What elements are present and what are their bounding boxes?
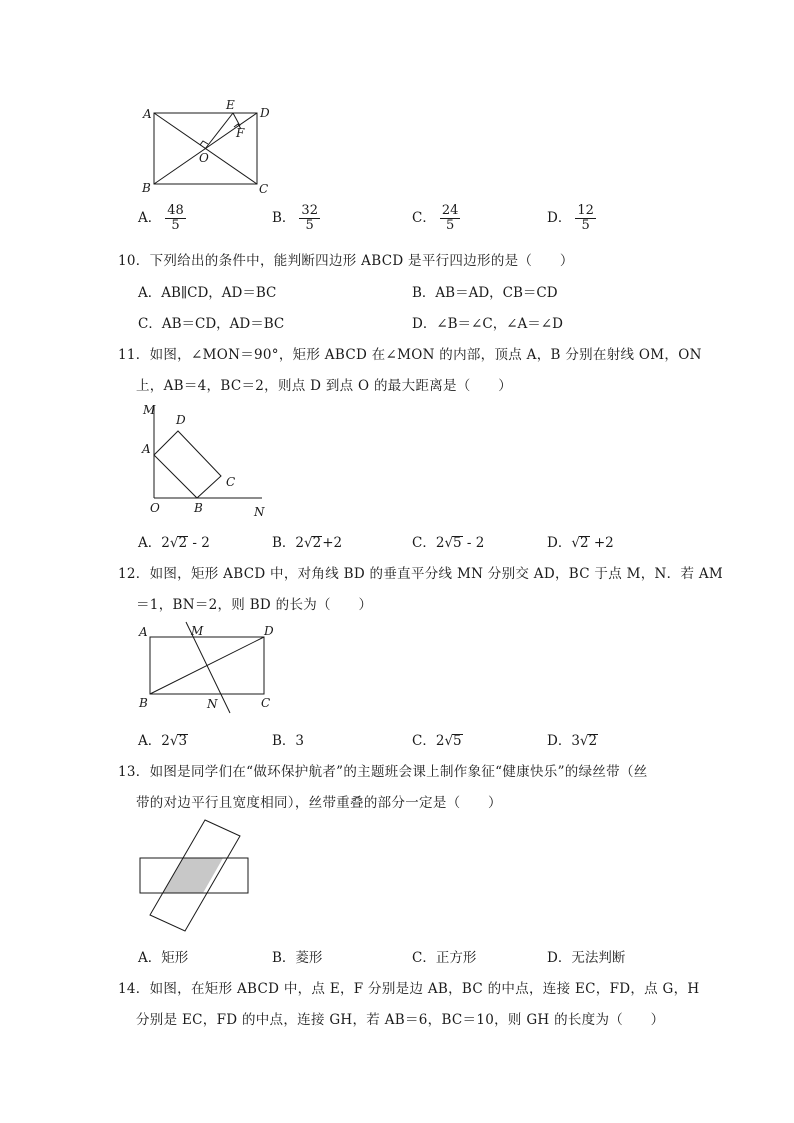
q11-label-d: D [176, 413, 186, 427]
q12-option-c: C．2√5 [412, 733, 462, 749]
q11-label-c: C [226, 475, 236, 489]
q12-label-b: B [139, 696, 148, 710]
q10-option-b: B．AB＝AD，CB＝CD [412, 285, 558, 301]
q12-stem-line2: ＝1，BN＝2，则 BD 的长为（ ） [136, 597, 373, 613]
q9-label-e: E [226, 98, 235, 112]
q13-option-a: A．矩形 [138, 950, 189, 966]
q9-label-c: C [259, 182, 269, 196]
q11-option-a: A．2√2 - 2 [138, 535, 210, 551]
q9-label-b: B [142, 181, 151, 195]
q12-option-d: D．3√2 [547, 733, 598, 749]
q9-label-d: D [260, 106, 270, 120]
q11-label-b: B [194, 501, 203, 515]
q11-label-o: O [150, 501, 160, 515]
q11-label-n: N [254, 505, 265, 519]
q10-option-a: A．AB∥CD，AD＝BC [138, 285, 277, 301]
q12-label-m: M [191, 624, 204, 638]
q12-stem-line1: 12．如图，矩形 ABCD 中，对角线 BD 的垂直平分线 MN 分别交 AD，BC 于点 M，N．若 AM [118, 566, 724, 582]
q9-label-a: A [143, 107, 152, 121]
q14-stem-line2: 分别是 EC，FD 的中点，连接 GH，若 AB＝6，BC＝10，则 GH 的长度为（ ） [136, 1012, 665, 1028]
q10-stem: 10．下列给出的条件中，能判断四边形 ABCD 是平行四边形的是（ ） [118, 253, 574, 269]
q13-stem-line1: 13．如图是同学们在“做环保护航者”的主题班会课上制作象征“健康快乐”的绿丝带（丝 [118, 764, 648, 780]
q10-option-d: D．∠B＝∠C，∠A＝∠D [412, 316, 563, 332]
q10-option-c: C．AB＝CD，AD＝BC [138, 316, 285, 332]
q9-option-c: C． $\frac{24}{5}$ [412, 203, 459, 233]
q11-option-c: C．2√5 - 2 [412, 535, 485, 551]
q9-label-f: F [236, 126, 245, 140]
q12-label-c: C [261, 696, 271, 710]
q9-label-o: O [199, 151, 209, 165]
q9-option-d: D． $\frac{12}{5}$ [547, 203, 594, 233]
q13-option-d: D．无法判断 [547, 950, 626, 966]
q12-label-a: A [139, 625, 148, 639]
q12-label-n: N [207, 697, 218, 711]
q11-label-a: A [142, 442, 151, 456]
q9-option-b: B． $\frac{32}{5}$ [272, 203, 318, 233]
q13-stem-line2: 带的对边平行且宽度相同），丝带重叠的部分一定是（ ） [136, 795, 502, 811]
q14-stem-line1: 14．如图，在矩形 ABCD 中，点 E，F 分别是边 AB，BC 的中点，连接 EC，FD，点 G，H [118, 981, 700, 997]
q11-option-b: B．2√2+2 [272, 535, 343, 551]
q12-option-a: A．2√3 [138, 733, 188, 749]
q11-label-m: M [143, 403, 156, 417]
q13-option-b: B．菱形 [272, 950, 323, 966]
q13-overlap-region [163, 858, 223, 893]
q12-label-d: D [264, 624, 274, 638]
q9-option-a: A． $\frac{48}{5}$ [138, 203, 184, 233]
q11-option-d: D．√2 +2 [547, 535, 614, 551]
q13-option-c: C．正方形 [412, 950, 477, 966]
q11-stem-line2: 上，AB＝4，BC＝2，则点 D 到点 O 的最大距离是（ ） [136, 378, 513, 394]
q12-option-b: B．3 [272, 733, 305, 749]
q11-stem-line1: 11．如图，∠MON＝90°，矩形 ABCD 在∠MON 的内部，顶点 A，B 分别在射线 OM，ON [118, 347, 702, 363]
